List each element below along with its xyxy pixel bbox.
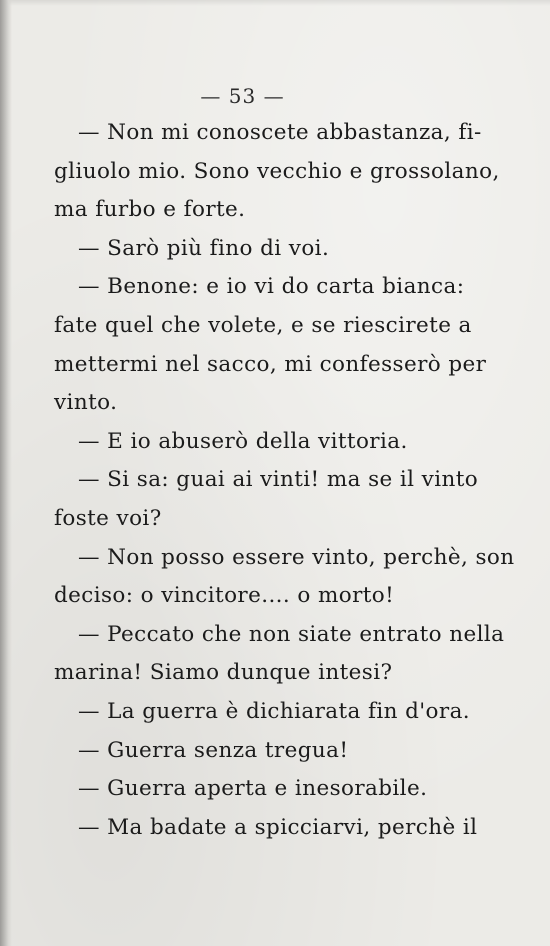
text-line: foste voi? [54,505,162,531]
text-line: deciso: o vincitore.... o morto! [54,583,395,609]
body-text [54,114,515,847]
text-line: — Si sa: guai ai vinti! ma se il vinto [78,467,479,493]
text-line: — Peccato che non siate entrato nella [78,621,505,647]
text-line: fate quel che volete, e se riescirete a [54,312,472,338]
text-line: marina! Siamo dunque intesi? [54,660,393,686]
text-line: — Sarò più fino di voi. [78,235,330,261]
text-line: gliuolo mio. Sono vecchio e grossolano, [54,158,500,184]
text-line: — La guerra è dichiarata fin d'ora. [78,698,471,724]
text-line: — E io abuserò della vittoria. [78,428,408,454]
text-line: — Benone: e io vi do carta bianca: [78,274,465,300]
page-binding-edge [0,0,12,946]
page-number: — 53 — [200,84,285,108]
text-line: — Ma badate a spicciarvi, perchè il [78,814,478,840]
text-line: — Non posso essere vinto, perchè, son [78,544,515,570]
text-line: — Guerra aperta e inesorabile. [78,776,428,802]
text-line: — Guerra senza tregua! [78,737,349,763]
text-line: vinto. [54,390,118,416]
text-line: ma furbo e forte. [54,197,246,223]
page-top-edge [0,0,550,6]
text-line: mettermi nel sacco, mi confesserò per [54,351,487,377]
text-line: — Non mi conoscete abbastanza, fi- [78,120,482,145]
